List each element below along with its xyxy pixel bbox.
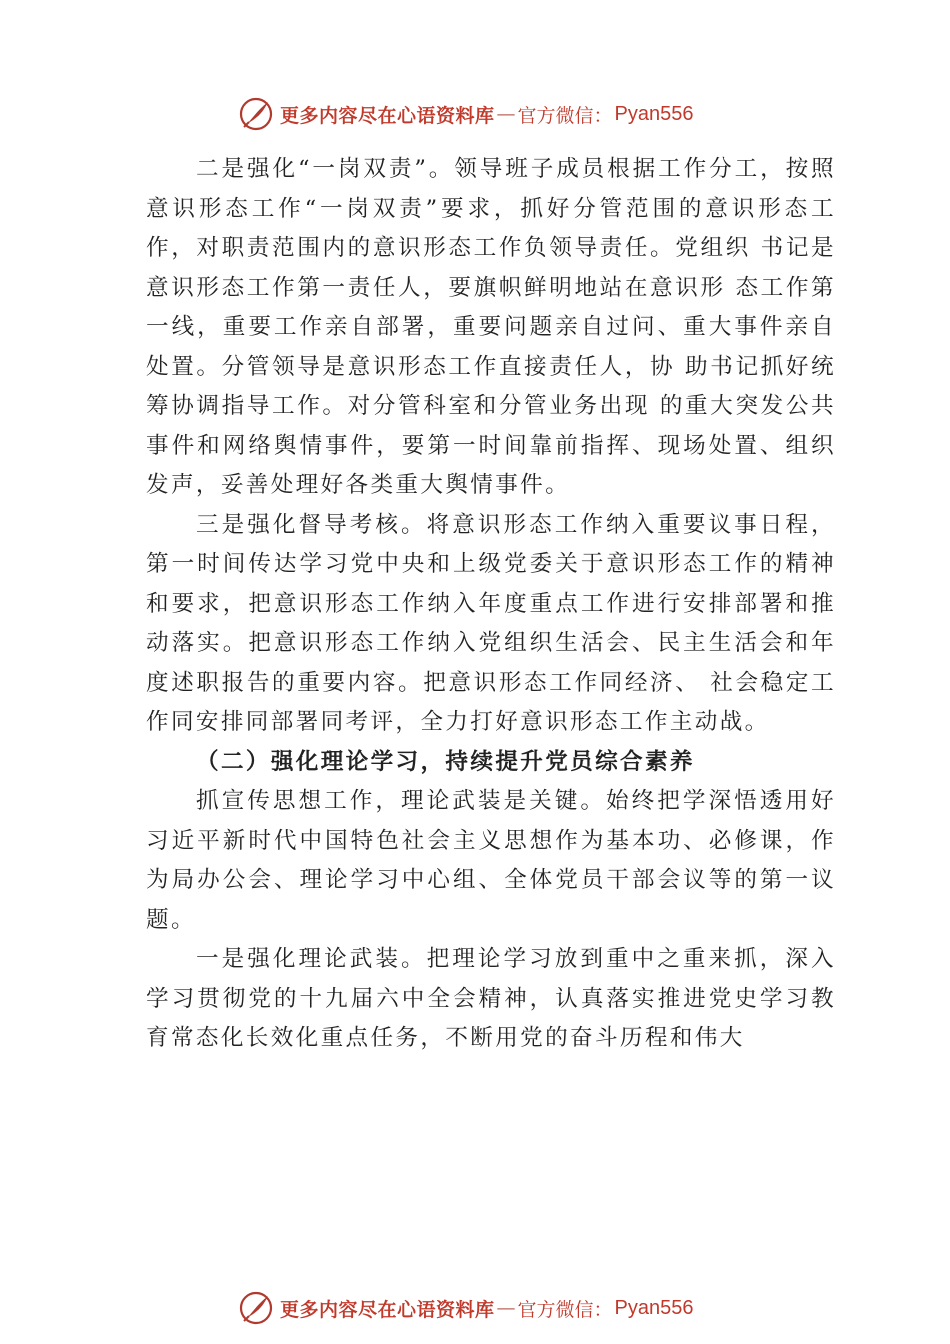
paragraph-dudao-kaohe: 三是强化督导考核。将意识形态工作纳入重要议事日程，第一时间传达学习党中央和上级党委关于意识形态工作的精神和要求，把意识形态工作纳入年度重点工作进行安排部署和推动落实。把意识形态工作纳入党组织生活会、民主生活会和年度述职报告的重要内容。把意识形态工作同经济、 社会稳定工作同安排同部署同考评，全力打好意识形态工作主动战。 <box>146 511 836 735</box>
paragraph-lilun-wuzhuang: 一是强化理论武装。把理论学习放到重中之重来抓，深入学习贯彻党的十九届六中全会精神，认真落实推进党史学习教育常态化长效化重点任务，不断用党的奋斗历程和伟大 <box>146 946 836 1051</box>
quill-logo-icon <box>238 96 274 132</box>
header-title: 更多内容尽在心语资料库 <box>280 104 495 127</box>
paragraph-yigang-shuangze: 二是强化“一岗双责”。领导班子成员根据工作分工，按照意识形态工作“一岗双责”要求，抓好分管范围的意识形态工作，对职责范围内的意识形态工作负领导责任。党组织 书记是意识形态工作第一责任人，要旗帜鲜明地站在意识形 态工作第一线，重要工作亲自部署，重要问题亲自过问、重大事件亲自处置。分管领导是意识形态工作直接责任人，协 助书记抓好统筹协调指导工作。对分管科室和分管业务出现 的重大突发公共事件和网络舆情事件，要第一时间靠前指挥、现场处置、组织发声，妥善处理好各类重大舆情事件。 <box>146 156 836 498</box>
header-separator: — <box>496 103 516 125</box>
header-wechat-label: 官方微信： <box>517 104 613 127</box>
footer-banner <box>238 1288 758 1328</box>
quill-logo-icon <box>238 1290 274 1326</box>
document-body <box>146 150 836 1059</box>
section-heading: （二）强化理论学习，持续提升党员综合素养 <box>196 748 695 775</box>
footer-wechat-label: 官方微信： <box>517 1298 613 1321</box>
footer-wechat-id: Pyan556 <box>614 1296 694 1319</box>
footer-separator: — <box>496 1297 516 1319</box>
paragraph-lilun-wuzhuang-intro: 抓宣传思想工作，理论武装是关键。始终把学深悟透用好习近平新时代中国特色社会主义思想作为基本功、必修课，作为局办公会、理论学习中心组、全体党员干部会议等的第一议题。 <box>146 788 836 933</box>
footer-title: 更多内容尽在心语资料库 <box>280 1298 495 1321</box>
header-banner <box>238 94 758 134</box>
header-wechat-id: Pyan556 <box>614 102 694 125</box>
